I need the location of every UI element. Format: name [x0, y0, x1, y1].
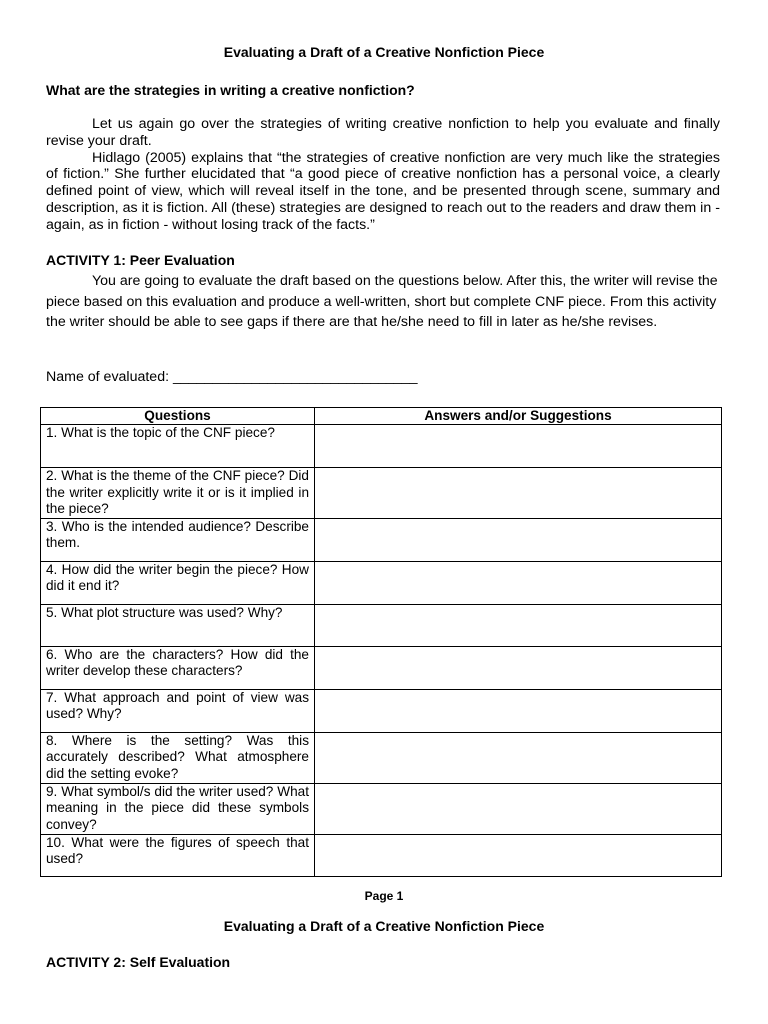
answer-cell[interactable]	[315, 732, 722, 783]
activity2-heading: ACTIVITY 2: Self Evaluation	[46, 954, 231, 970]
table-row	[41, 689, 722, 732]
table-row	[41, 732, 722, 783]
answer-cell[interactable]	[315, 646, 722, 689]
page-number: Page 1	[364, 889, 404, 903]
answer-cell[interactable]	[315, 425, 722, 468]
table-row	[41, 604, 722, 646]
table-row	[41, 425, 722, 468]
header-answers: Answers and/or Suggestions	[315, 408, 722, 425]
header-questions: Questions	[41, 408, 315, 425]
question-cell: 5. What plot structure was used? Why?	[41, 604, 315, 646]
answer-cell[interactable]	[315, 689, 722, 732]
intro-text	[46, 116, 720, 234]
table-row	[41, 561, 722, 604]
question-cell: 10. What were the figures of speech that used?	[41, 834, 315, 876]
page2-title: Evaluating a Draft of a Creative Nonfiction Piece	[223, 918, 545, 934]
question-cell: 7. What approach and point of view was used? Why?	[41, 689, 315, 732]
question-cell: 4. How did the writer begin the piece? How did it end it?	[41, 561, 315, 604]
question-cell: 6. Who are the characters? How did the writer develop these characters?	[41, 646, 315, 689]
question-cell: 2. What is the theme of the CNF piece? Did the writer explicitly write it or is it implied in the piece?	[41, 468, 315, 519]
answer-cell[interactable]	[315, 604, 722, 646]
table-row	[41, 834, 722, 876]
table-row	[41, 646, 722, 689]
intro-paragraph-1: Let us again go over the strategies of writing creative nonfiction to help you evaluate and finally revise your draft.	[46, 116, 720, 149]
intro-paragraph-2: Hidlago (2005) explains that “the strategies of creative nonfiction are very much like the strategies of fiction.” She further elucidated that “a good piece of creative nonfiction has a personal voice, a clearly defined point of view, which will reveal itself in the tone, and be presented through scene, summary and description, as it is fiction. All (these) strategies are designed to reach out to the readers and draw them in - again, as in fiction - without losing track of the facts.”	[46, 149, 720, 233]
activity1-heading: ACTIVITY 1: Peer Evaluation	[46, 252, 235, 268]
table-row	[41, 468, 722, 519]
table-row	[41, 783, 722, 834]
page-title: Evaluating a Draft of a Creative Nonfiction Piece	[223, 44, 545, 60]
answer-cell[interactable]	[315, 468, 722, 519]
peer-evaluation-table	[40, 407, 722, 877]
section-question-heading: What are the strategies in writing a creative nonfiction?	[46, 82, 415, 98]
table-header-row	[41, 408, 722, 425]
question-cell: 9. What symbol/s did the writer used? What meaning in the piece did these symbols convey?	[41, 783, 315, 834]
question-cell: 3. Who is the intended audience? Describe them.	[41, 518, 315, 561]
answer-cell[interactable]	[315, 783, 722, 834]
name-of-evaluated-field[interactable]: Name of evaluated: _______________________________	[46, 369, 418, 385]
answer-cell[interactable]	[315, 518, 722, 561]
table-row	[41, 518, 722, 561]
activity1-paragraph: You are going to evaluate the draft based on the questions below. After this, the writer will revise the piece based on this evaluation and produce a well-written, short but complete CNF piece. From this activity the writer should be able to see gaps if there are that he/she need to fill in later as he/she revises.	[46, 273, 718, 330]
question-cell: 1. What is the topic of the CNF piece?	[41, 425, 315, 468]
question-cell: 8. Where is the setting? Was this accurately described? What atmosphere did the setting evoke?	[41, 732, 315, 783]
activity1-text	[46, 271, 720, 333]
answer-cell[interactable]	[315, 561, 722, 604]
answer-cell[interactable]	[315, 834, 722, 876]
